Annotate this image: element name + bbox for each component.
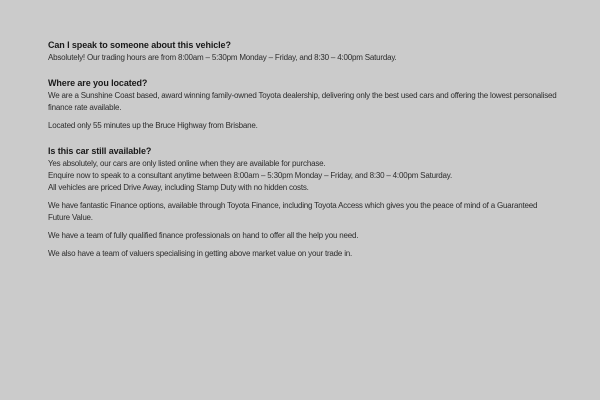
faq-answer-line: Absolutely! Our trading hours are from 8:00am – 5:30pm Monday – Friday, and 8:30 – 4:00pm Saturday. xyxy=(48,53,397,62)
faq-answer-line: Enquire now to speak to a consultant anytime between 8:00am – 5:30pm Monday – Friday, and 8:30 – 4:00pm Saturday. xyxy=(48,171,453,180)
faq-question: Can I speak to someone about this vehicle? xyxy=(48,40,231,50)
faq-answer-line: We are a Sunshine Coast based, award winning family-owned Toyota dealership, delivering only the best used cars and offering the lowest personalised finance rate available. xyxy=(48,91,557,112)
faq-answer-paragraph xyxy=(48,120,560,132)
faq-answer-paragraph xyxy=(48,158,560,194)
faq-answers xyxy=(48,52,560,64)
faq-answer-line: We have fantastic Finance options, available through Toyota Finance, including Toyota Access which gives you the peace of mind of a Guaranteed Future Value. xyxy=(48,201,538,222)
faq-answer-paragraph xyxy=(48,230,560,242)
faq-answer-line: We also have a team of valuers specialising in getting above market value on your trade in. xyxy=(48,249,353,258)
faq-question: Where are you located? xyxy=(48,78,148,88)
faq-answer-line: Located only 55 minutes up the Bruce Highway from Brisbane. xyxy=(48,121,258,130)
faq-answer-paragraph xyxy=(48,52,560,64)
faq-section xyxy=(48,145,560,260)
faq-answer-paragraph xyxy=(48,200,560,224)
faq-answer-paragraph xyxy=(48,248,560,260)
faq-section-list xyxy=(48,39,560,260)
faq-answers xyxy=(48,90,560,132)
faq-answer-line: All vehicles are priced Drive Away, including Stamp Duty with no hidden costs. xyxy=(48,183,309,192)
faq-answer-line: Yes absolutely, our cars are only listed online when they are available for purchase. xyxy=(48,159,326,168)
faq-section xyxy=(48,39,560,64)
faq-question: Is this car still available? xyxy=(48,146,152,156)
faq-section xyxy=(48,77,560,132)
faq-answers xyxy=(48,158,560,260)
faq-answer-paragraph xyxy=(48,90,560,114)
faq-answer-line: We have a team of fully qualified finance professionals on hand to offer all the help you need. xyxy=(48,231,359,240)
